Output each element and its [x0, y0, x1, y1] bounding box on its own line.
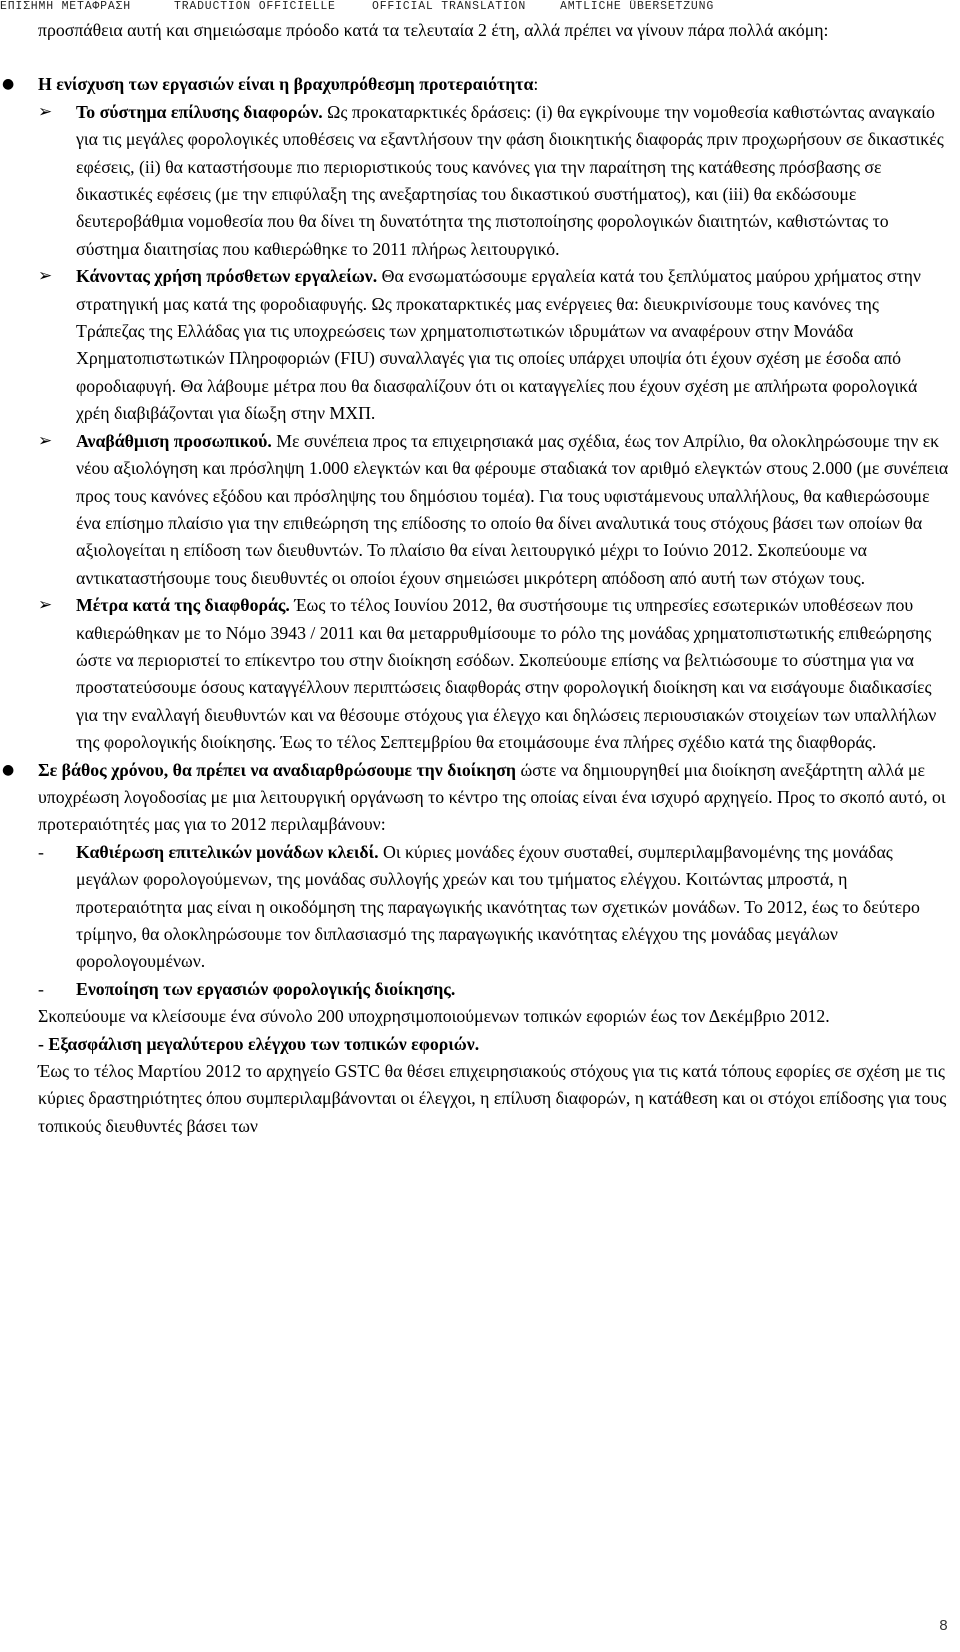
header-label-french: TRADUCTION OFFICIELLE: [174, 0, 336, 13]
header-label-german: AMTLICHE ÜBERSETZUNG: [560, 0, 715, 13]
section2-item-heading: - Ενοποίηση των εργασιών φορολογικής διοίκησης.: [38, 976, 950, 1003]
section1-item: ➢ Μέτρα κατά της διαφθοράς. Έως το τέλος Ιουνίου 2012, θα συστήσουμε τις υπηρεσίες εσωτερικών υποθέσεων που καθιερώθηκαν με το Νόμο 3943 / 2011 και θα μεταρρυθμίσουμε το ρόλο της μονάδας χρηματοπιστωτικής επιθεώρησης ώστε να περιοριστεί το επίκεντρο του στην διοίκηση εσόδων. Σκοπεύουμε επίσης να βελτιώσουμε το σύστημα για να προστατεύσουμε όσους καταγγέλλουν περιπτώσεις διαφθοράς στην φορολογική διοίκηση και να εισάγουμε διαδικασίες για την εναλλαγή διευθυντών και να θέσουμε στόχους για έλεγχο και δηλώσεις περιουσιακών στοιχείων των υπαλλήλων της φορολογικής διοίκησης. Έως το τέλος Σεπτεμβρίου θα ετοιμάσουμε ένα πλήρες σχέδιο κατά της διαφθοράς.: [38, 592, 950, 756]
section1-heading: ● Η ενίσχυση των εργασιών είναι η βραχυπρόθεσμη προτεραιότητα:: [38, 71, 950, 98]
translation-header: [0, 0, 960, 14]
page-number: 8: [938, 1618, 948, 1635]
arrow-bullet-icon: ➢: [38, 266, 53, 287]
arrow-bullet-icon: ➢: [38, 595, 53, 616]
section1-item: ➢ Το σύστημα επίλυσης διαφορών. Ως προκαταρκτικές δράσεις: (i) θα εγκρίνουμε την νομοθεσία καθιστώντας αναγκαίο για τις μεγάλες φορολογικές υποθέσεις να εξαντλήσουν την φάση διοικητικής διαφοράς πριν προχωρήσουν σε δικαστικές εφέσεις, (ii) θα καταστήσουμε πιο περιοριστικούς τους κανόνες για την παραίτηση της κατάθεσης πρόσβασης σε δικαστικές εφέσεις (με την επιφύλαξη της ανεξαρτησίας του δικαστικού συστήματος), και (iii) θα εκδώσουμε δευτεροβάθμια νομοθεσία που θα δίνει τη δυνατότητα της πιστοποίησης φορολογικών διαιτητών, καθιστώντας το σύστημα διαιτησίας που καθιερώθηκε το 2011 πλήρως λειτουργικό.: [38, 99, 950, 263]
section2-paragraph: ● Σε βάθος χρόνου, θα πρέπει να αναδιαρθρώσουμε την διοίκηση ώστε να δημιουργηθεί μια διοίκηση ανεξάρτητη αλλά με υποχρέωση λογοδοσίας με μια λειτουργική οργάνωση το κέντρο της οποίας είναι ένα ισχυρό αρχηγείο. Προς το σκοπό αυτό, οι προτεραιότητές μας για το 2012 περιλαμβάνουν:: [38, 757, 950, 839]
intro-paragraph: προσπάθεια αυτή και σημειώσαμε πρόοδο κατά τα τελευταία 2 έτη, αλλά πρέπει να γίνουν πάρα πολλά ακόμη:: [38, 20, 829, 40]
header-label-english: OFFICIAL TRANSLATION: [372, 0, 527, 13]
section2-item-heading: - Εξασφάλιση μεγαλύτερου ελέγχου των τοπικών εφοριών.: [38, 1033, 480, 1054]
section1-item: ➢ Αναβάθμιση προσωπικού. Με συνέπεια προς τα επιχειρησιακά μας σχέδια, έως τον Απρίλιο, θα ολοκληρώσουμε την εκ νέου αξιολόγηση και πρόσληψη 1.000 ελεγκτών και θα φέρουμε σταδιακά τον αριθμό ελεγκτών στους 2.000 (με συνέπεια προς τους κανόνες εξόδου και πρόσληψης του δημόσιου τομέα). Για τους υφιστάμενους υπαλλήλους, θα καθιερώσουμε ένα επίσημο πλαίσιο για την επιθεώρηση της επίδοσης το οποίο θα δίνει αναλυτικά τους στόχους βάσει των οποίων θα αξιολογείται η επίδοση των διευθυντών. Το πλαίσιο θα είναι λειτουργικό μέχρι το Ιούνιο 2012. Σκοπεύουμε να αντικαταστήσουμε τους διευθυντές οι οποίοι έχουν σημειώσει μικρότερη απόδοση από αυτή των στόχων τους.: [38, 428, 950, 592]
section2-item-text: Έως το τέλος Μαρτίου 2012 το αρχηγείο GSTC θα θέσει επιχειρησιακούς στόχους για τις κατά τόπους εφορίες σε σχέση με τις κύριες δραστηριότητες όπου συμπεριλαμβάνονται οι έλεγχοι, η επίλυση διαφορών, η κατάθεση και οι στόχοι επίδοσης για τους τοπικούς διευθυντές βάσει των: [38, 1061, 947, 1136]
section1-item: ➢ Κάνοντας χρήση πρόσθετων εργαλείων. Θα ενσωματώσουμε εργαλεία κατά του ξεπλύματος μαύρου χρήματος στην στρατηγική μας κατά της φοροδιαφυγής. Ως προκαταρκτικές μας ενέργειες θα: διευκρινίσουμε τους κανόνες της Τράπεζας της Ελλάδας για τις υποχρεώσεις των χρηματοπιστωτικών ιδρυμάτων να αναφέρουν στην Μονάδα Χρηματοπιστωτικών Πληροφοριών (FIU) συναλλαγές για τις οποίες υπάρχει υποψία ότι έχουν σχέση με έσοδα από φοροδιαφυγή. Θα λάβουμε μέτρα που θα διασφαλίζουν ότι οι καταγγελίες που έχουν σχέση με απλήρωτα φορολογικά χρέη διαβιβάζονται για δίωξη στην ΜΧΠ.: [38, 263, 950, 427]
bullet-icon: ●: [2, 76, 15, 93]
dash-marker: -: [38, 841, 44, 862]
bullet-icon: ●: [2, 761, 15, 778]
dash-marker: -: [38, 978, 44, 999]
section2-item-text: Σκοπεύουμε να κλείσουμε ένα σύνολο 200 υποχρησιμοποιούμενων τοπικών εφοριών έως τον Δεκέμβριο 2012.: [38, 1006, 830, 1027]
arrow-bullet-icon: ➢: [38, 430, 53, 451]
header-label-greek: ΕΠΙΣΗΜΗ ΜΕΤΑΦΡΑΣΗ: [0, 0, 131, 13]
section2-item: - Καθιέρωση επιτελικών μονάδων κλειδί. Οι κύριες μονάδες έχουν συσταθεί, συμπεριλαμβανομένης της μονάδας μεγάλων φορολογούμενων, της μονάδας συλλογής χρεών και του τμήματος ελέγχου. Κοιτώντας μπροστά, η προτεραιότητα μας είναι η οικοδόμηση της παραγωγικής ικανότητας των σχετικών μονάδων. Το 2012, έως το δεύτερο τρίμηνο, θα ολοκληρώσουμε τον διπλασιασμό της παραγωγικής ικανότητας ελέγχου της μονάδας μεγάλων φορολογουμένων.: [38, 839, 950, 976]
arrow-bullet-icon: ➢: [38, 101, 53, 122]
document-body: [2, 17, 950, 1140]
